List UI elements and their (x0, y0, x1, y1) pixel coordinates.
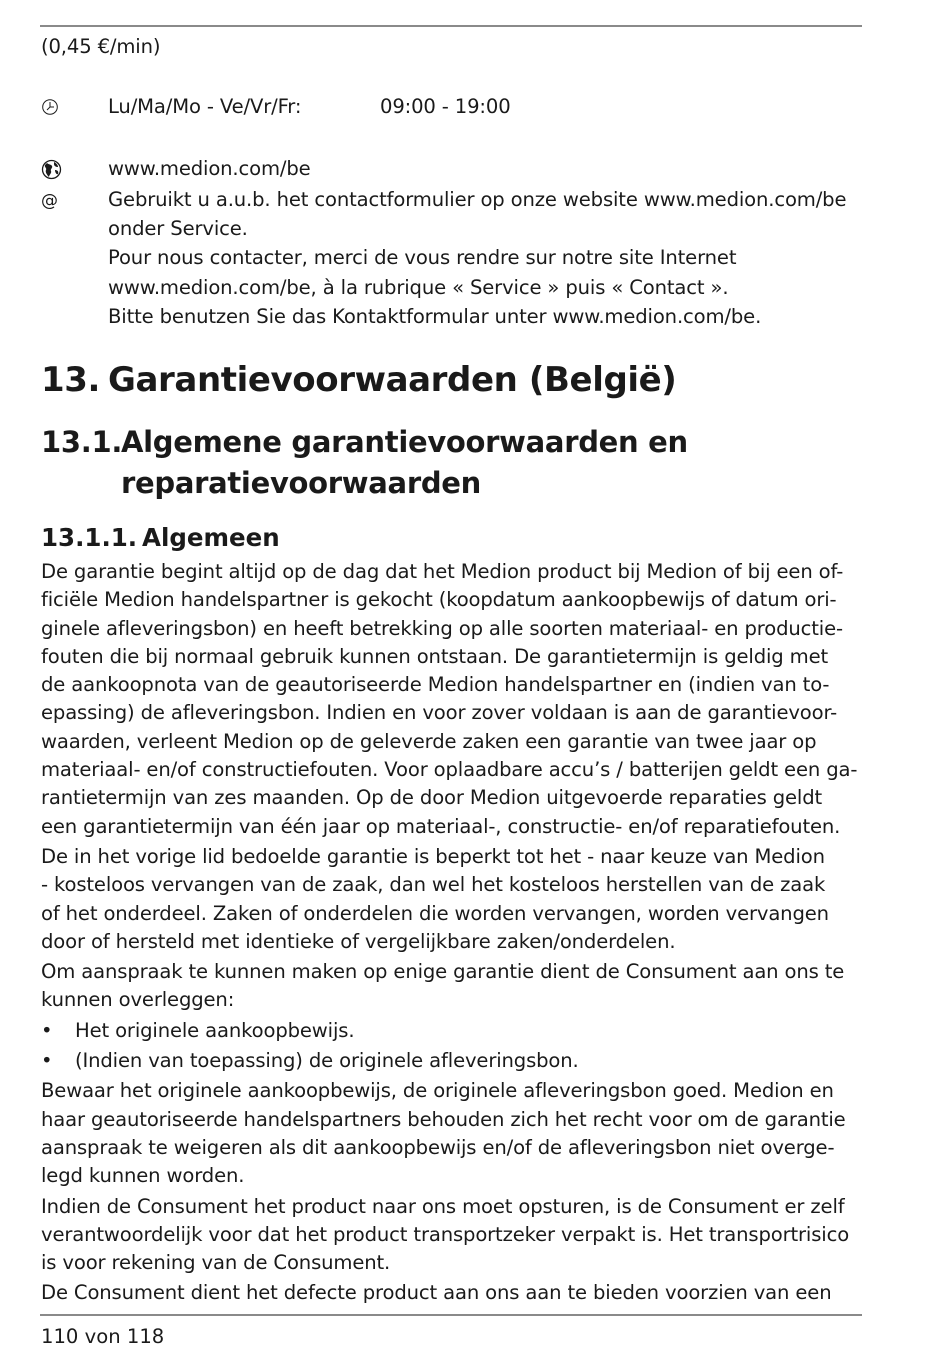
paragraph-line: Om aanspraak te kunnen maken op enige garantie dient de Consument aan ons te (41, 960, 845, 984)
bullet-icon: • (41, 1018, 53, 1042)
paragraph-line: of het onderdeel. Zaken of onderdelen die worden vervangen, worden vervangen (41, 901, 829, 925)
subsubsection-number: 13.1.1. (41, 523, 138, 552)
paragraph-line: waarden, verleent Medion op de geleverde zaken een garantie van twee jaar op (41, 729, 817, 753)
paragraph-line: materiaal- en/of constructiefouten. Voor oplaadbare accu’s / batterijen geldt een ga- (41, 758, 858, 782)
paragraph-line: Bewaar het originele aankoopbewijs, de originele afleveringsbon goed. Medion en (41, 1079, 834, 1103)
paragraph-line: rantietermijn van zes maanden. Op de door Medion uitgevoerde reparaties geldt (41, 786, 823, 810)
bullet-icon: • (41, 1049, 53, 1073)
website-url[interactable]: www.medion.com/be (108, 157, 311, 180)
list-item-text: (Indien van toepassing) de originele afleveringsbon. (75, 1049, 579, 1073)
body-text (41, 558, 863, 1308)
contact-line: Pour nous contacter, merci de vous rendre sur notre site Internet (108, 246, 737, 270)
paragraph-line: kunnen overleggen: (41, 988, 235, 1012)
paragraph-1 (41, 558, 863, 841)
paragraph-line: fouten die bij normaal gebruik kunnen ontstaan. De garantietermijn is geldig met (41, 644, 829, 668)
paragraph-line: - kosteloos vervangen van de zaak, dan wel het kosteloos herstellen van de zaak (41, 873, 826, 897)
list-item (41, 1017, 863, 1045)
paragraph-line: De Consument dient het defecte product aan ons aan te bieden voorzien van een (41, 1281, 832, 1305)
list-item (41, 1047, 863, 1075)
globe-icon (41, 155, 63, 183)
section-title: Garantievoorwaarden (België) (108, 360, 677, 400)
paragraph-line: De garantie begint altijd op de dag dat het Medion product bij Medion of bij een of- (41, 560, 844, 583)
subsection-title-line2: reparatievoorwaarden (121, 466, 481, 500)
section-heading (41, 358, 676, 402)
paragraph-line: epassing) de afleveringsbon. Indien en voor zover voldaan is aan de garantievoor- (41, 701, 838, 725)
paragraph-line: door of hersteld met identieke of vergelijkbare zaken/onderdelen. (41, 929, 676, 953)
paragraph-line: ficiële Medion handelspartner is gekocht (koopdatum aankoopbewijs of datum ori- (41, 588, 837, 612)
contact-line: Bitte benutzen Sie das Kontaktformular unter www.medion.com/be. (108, 304, 762, 328)
hours-label: Lu/Ma/Mo - Ve/Vr/Fr: (108, 95, 302, 118)
contact-line: Gebruikt u a.u.b. het contactformulier op onze website www.medion.com/be (108, 188, 847, 211)
subsection-title-line1: Algemene garantievoorwaarden en (121, 425, 688, 459)
contact-line: onder Service. (108, 217, 248, 241)
page-number: 110 von 118 (41, 1325, 165, 1348)
price-note: (0,45 €/min) (41, 35, 161, 58)
header-rule (40, 25, 862, 27)
paragraph-4 (41, 1077, 863, 1190)
paragraph-line: legd kunnen worden. (41, 1164, 245, 1188)
footer-rule (40, 1314, 862, 1316)
at-sign-icon: @ (41, 191, 58, 211)
hours-time: 09:00 - 19:00 (380, 95, 511, 118)
paragraph-line: aanspraak te weigeren als dit aankoopbewijs en/of de afleveringsbon niet overge- (41, 1135, 835, 1159)
paragraph-5 (41, 1193, 863, 1278)
section-number: 13. (41, 360, 101, 400)
paragraph-line: De in het vorige lid bedoelde garantie is beperkt tot het - naar keuze van Medion (41, 844, 825, 868)
paragraph-3 (41, 958, 863, 1015)
paragraph-line: de aankoopnota van de geautoriseerde Medion handelspartner en (indien van to- (41, 673, 830, 697)
contact-line: www.medion.com/be, à la rubrique « Service » puis « Contact ». (108, 275, 729, 299)
paragraph-6 (41, 1279, 863, 1307)
list-item-text: Het originele aankoopbewijs. (75, 1018, 355, 1042)
paragraph-line: is voor rekening van de Consument. (41, 1251, 391, 1275)
subsubsection-title: Algemeen (142, 523, 280, 552)
subsection-number: 13.1. (41, 425, 123, 459)
clock-icon (41, 93, 63, 121)
paragraph-line: een garantietermijn van één jaar op materiaal-, constructie- en/of reparatiefouten. (41, 814, 841, 838)
paragraph-line: verantwoordelijk voor dat het product transportzeker verpakt is. Het transportrisico (41, 1222, 850, 1246)
subsubsection-heading (41, 521, 280, 555)
paragraph-line: ginele afleveringsbon) en heeft betrekking op alle soorten materiaal- en productie- (41, 616, 843, 640)
paragraph-line: Indien de Consument het product naar ons moet opsturen, is de Consument er zelf (41, 1194, 845, 1218)
paragraph-line: haar geautoriseerde handelspartners behouden zich het recht voor om de garantie (41, 1107, 846, 1131)
paragraph-2 (41, 843, 863, 956)
